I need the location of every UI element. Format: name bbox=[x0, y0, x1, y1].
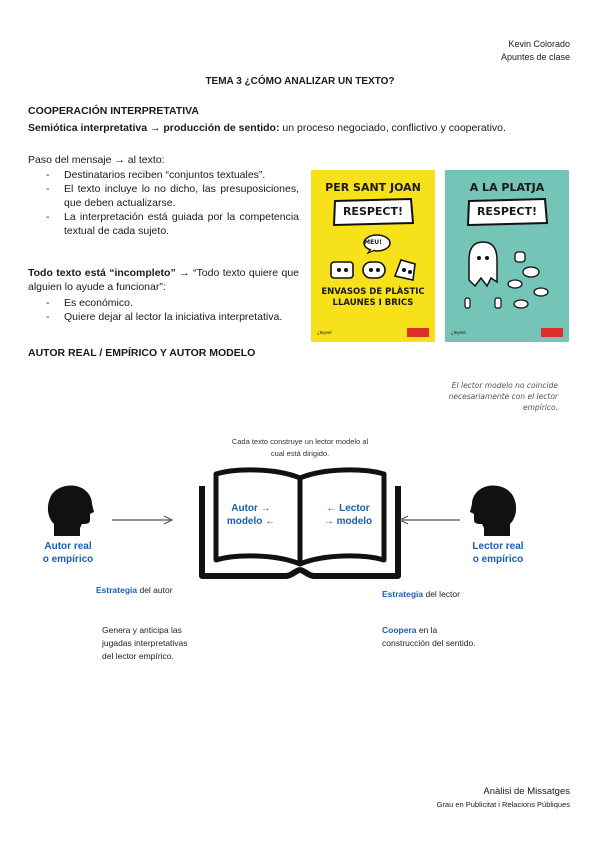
paso-line: Paso del mensaje → al texto: bbox=[28, 154, 165, 166]
coopera-text bbox=[382, 624, 476, 650]
lead-bold: Semiótica interpretativa → producción de sentido: bbox=[28, 122, 280, 134]
page-title: TEMA 3 ¿CÓMO ANALIZAR UN TEXTO? bbox=[205, 76, 395, 87]
label-line: Lector real bbox=[472, 541, 524, 552]
head-profile-right-icon bbox=[46, 484, 96, 538]
waste-items-icon bbox=[327, 256, 421, 284]
poster-sant-joan bbox=[311, 170, 435, 342]
header-subtitle: Apuntes de clase bbox=[500, 52, 570, 62]
coopera-word: Coopera bbox=[382, 625, 417, 635]
estrategia-word: Estrategia bbox=[382, 589, 424, 599]
footer-course: Anàlisi de Missatges bbox=[483, 786, 570, 797]
logo-icon bbox=[407, 328, 429, 337]
caption-line: Cada texto construye un lector modelo al bbox=[231, 437, 369, 446]
book-label-line: modelo ← bbox=[226, 516, 276, 527]
note-line: necesariamente con el lector bbox=[448, 392, 558, 401]
caption-line: cual está dirigido. bbox=[270, 449, 330, 458]
poster-respect: RESPECT! bbox=[342, 205, 404, 218]
lead-paragraph bbox=[28, 121, 573, 135]
genera-text bbox=[102, 624, 188, 663]
estrategia-autor-rest: del autor bbox=[137, 585, 173, 595]
poster-title: PER SANT JOAN bbox=[325, 181, 421, 194]
text-line: del lector empírico. bbox=[102, 651, 174, 661]
lector-real-label bbox=[456, 540, 540, 566]
incompleto-paragraph bbox=[28, 266, 299, 294]
book-label-line: Autor → bbox=[231, 503, 271, 514]
label-line: o empírico bbox=[42, 554, 94, 565]
incompleto-rest: → “Todo texto quiere que alguien lo ayude a funcionar”: bbox=[28, 267, 300, 293]
incompleto-bold: Todo texto está “incompleto” bbox=[28, 267, 176, 279]
label-line: Autor real bbox=[44, 541, 92, 552]
incompleto-list bbox=[28, 296, 308, 324]
estrategia-word: Estrategia bbox=[96, 585, 138, 595]
estrategia-lector-rest: del lector bbox=[423, 589, 460, 599]
estrategia-lector bbox=[382, 588, 460, 601]
note-line: El lector modelo no coincide bbox=[451, 381, 558, 390]
head-profile-left-icon bbox=[468, 484, 518, 538]
lector-note bbox=[398, 380, 558, 413]
book-autor-modelo bbox=[221, 502, 281, 528]
author-name: Kevin Colorado bbox=[508, 39, 570, 49]
book-lector-modelo bbox=[318, 502, 378, 528]
coopera-rest: en la bbox=[416, 625, 438, 635]
text-line: jugadas interpretativas bbox=[102, 638, 188, 648]
book-label-line: → modelo bbox=[323, 516, 373, 527]
footer-degree: Grau en Publicitat i Relacions Públiques bbox=[436, 800, 570, 809]
text-line: Genera y anticipa las bbox=[102, 625, 182, 635]
poster-line2: LLAUNES I BRICS bbox=[332, 298, 414, 308]
logo-icon bbox=[541, 328, 563, 337]
list-item: - Quiere dejar al lector la iniciativa interpretativa. bbox=[28, 310, 308, 324]
label-line: o empírico bbox=[472, 554, 524, 565]
book-caption bbox=[190, 436, 410, 460]
paso-list bbox=[28, 168, 299, 238]
bubble-text: MEU! bbox=[364, 239, 382, 246]
text-line: construcción del sentido. bbox=[382, 638, 476, 648]
poster-respect: RESPECT! bbox=[476, 205, 538, 218]
estrategia-autor bbox=[96, 584, 173, 597]
lead-rest: un proceso negociado, conflictivo y cooperativo. bbox=[279, 122, 506, 134]
poster-footer: ¿leyeel bbox=[317, 330, 332, 335]
poster-platja bbox=[445, 170, 569, 342]
list-item: - La interpretación está guiada por la competencia textual de cada sujeto. bbox=[28, 210, 299, 238]
section-heading-cooperacion: COOPERACIÓN INTERPRETATIVA bbox=[28, 105, 199, 117]
page-header bbox=[501, 38, 570, 64]
autor-real-label bbox=[28, 540, 108, 566]
poster-title: A LA PLATJA bbox=[469, 181, 545, 194]
poster-footer: ¿leyeel bbox=[451, 330, 466, 335]
poster-line1: ENVASOS DE PLÀSTIC bbox=[321, 287, 425, 297]
text-line bbox=[382, 624, 476, 637]
list-item: - El texto incluye lo no dicho, las presuposiciones, que deben actualizarse. bbox=[28, 182, 299, 210]
section-heading-autor: AUTOR REAL / EMPÍRICO Y AUTOR MODELO bbox=[28, 347, 256, 359]
arrow-left-icon bbox=[396, 514, 460, 526]
list-item: - Destinatarios reciben “conjuntos textuales”. bbox=[28, 168, 299, 182]
book-label-line: ← Lector bbox=[326, 503, 370, 514]
beach-litter-icon bbox=[459, 232, 559, 322]
note-line: empírico. bbox=[522, 403, 558, 412]
list-item: - Es económico. bbox=[28, 296, 308, 310]
arrow-right-icon bbox=[112, 514, 176, 526]
